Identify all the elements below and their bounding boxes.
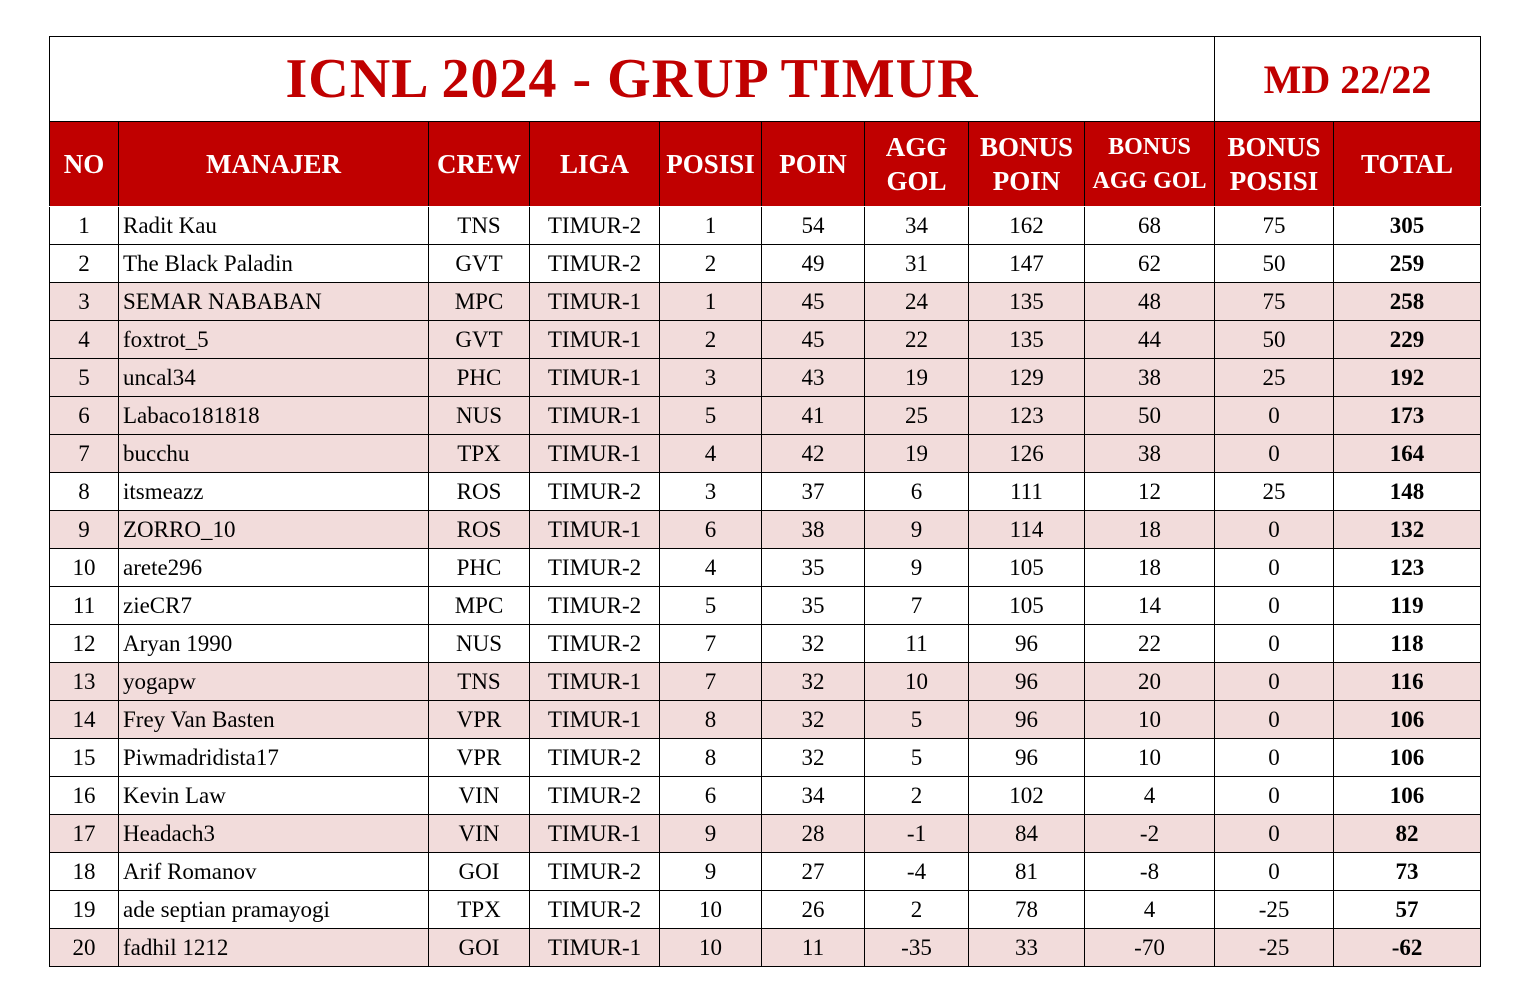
cell-posisi: 9 — [660, 853, 762, 891]
cell-poin: 49 — [762, 245, 865, 283]
cell-agg-gol: 11 — [865, 625, 969, 663]
cell-no: 9 — [50, 511, 119, 549]
cell-bonus-agg-gol: 14 — [1085, 587, 1215, 625]
cell-liga: TIMUR-2 — [530, 549, 660, 587]
table-row — [50, 397, 1481, 435]
cell-bonus-agg-gol: 38 — [1085, 435, 1215, 473]
cell-poin: 34 — [762, 777, 865, 815]
column-header-row — [50, 122, 1481, 207]
table-row — [50, 511, 1481, 549]
cell-manajer: Frey Van Basten — [119, 701, 429, 739]
cell-liga: TIMUR-1 — [530, 435, 660, 473]
cell-bonus-posisi: -25 — [1215, 929, 1334, 967]
cell-agg-gol: 31 — [865, 245, 969, 283]
cell-no: 2 — [50, 245, 119, 283]
table-row — [50, 587, 1481, 625]
cell-bonus-posisi: 50 — [1215, 245, 1334, 283]
table-row — [50, 625, 1481, 663]
cell-bonus-agg-gol: 38 — [1085, 359, 1215, 397]
cell-agg-gol: 24 — [865, 283, 969, 321]
cell-no: 14 — [50, 701, 119, 739]
standings-body — [50, 207, 1481, 967]
cell-no: 1 — [50, 207, 119, 245]
cell-no: 20 — [50, 929, 119, 967]
cell-liga: TIMUR-2 — [530, 207, 660, 245]
cell-posisi: 8 — [660, 739, 762, 777]
table-row — [50, 663, 1481, 701]
cell-liga: TIMUR-1 — [530, 283, 660, 321]
cell-crew: ROS — [429, 511, 530, 549]
matchday-cell — [1215, 37, 1481, 122]
cell-bonus-poin: 84 — [969, 815, 1085, 853]
cell-bonus-agg-gol: -70 — [1085, 929, 1215, 967]
cell-bonus-poin: 102 — [969, 777, 1085, 815]
cell-manajer: Headach3 — [119, 815, 429, 853]
cell-crew: GVT — [429, 321, 530, 359]
standings-table — [49, 36, 1481, 967]
cell-bonus-poin: 33 — [969, 929, 1085, 967]
cell-posisi: 1 — [660, 207, 762, 245]
cell-posisi: 7 — [660, 663, 762, 701]
cell-crew: VIN — [429, 777, 530, 815]
table-row — [50, 473, 1481, 511]
cell-agg-gol: 22 — [865, 321, 969, 359]
cell-no: 19 — [50, 891, 119, 929]
cell-bonus-agg-gol: 18 — [1085, 549, 1215, 587]
cell-agg-gol: -35 — [865, 929, 969, 967]
cell-agg-gol: 19 — [865, 435, 969, 473]
cell-no: 12 — [50, 625, 119, 663]
cell-total: 305 — [1334, 207, 1481, 245]
cell-no: 3 — [50, 283, 119, 321]
cell-poin: 28 — [762, 815, 865, 853]
cell-bonus-poin: 105 — [969, 549, 1085, 587]
cell-manajer: Radit Kau — [119, 207, 429, 245]
cell-poin: 38 — [762, 511, 865, 549]
cell-posisi: 8 — [660, 701, 762, 739]
cell-liga: TIMUR-1 — [530, 701, 660, 739]
cell-posisi: 10 — [660, 929, 762, 967]
cell-manajer: SEMAR NABABAN — [119, 283, 429, 321]
cell-manajer: Kevin Law — [119, 777, 429, 815]
cell-total: 229 — [1334, 321, 1481, 359]
cell-crew: NUS — [429, 625, 530, 663]
cell-total: 57 — [1334, 891, 1481, 929]
cell-bonus-poin: 135 — [969, 321, 1085, 359]
cell-total: 259 — [1334, 245, 1481, 283]
cell-bonus-poin: 96 — [969, 739, 1085, 777]
cell-total: 82 — [1334, 815, 1481, 853]
cell-crew: VIN — [429, 815, 530, 853]
cell-bonus-posisi: 0 — [1215, 815, 1334, 853]
cell-poin: 45 — [762, 283, 865, 321]
cell-crew: PHC — [429, 359, 530, 397]
cell-posisi: 4 — [660, 435, 762, 473]
cell-bonus-agg-gol: 10 — [1085, 739, 1215, 777]
title-row — [50, 37, 1481, 122]
column-header-no: NO — [50, 122, 119, 207]
cell-agg-gol: 10 — [865, 663, 969, 701]
cell-posisi: 2 — [660, 245, 762, 283]
cell-total: 106 — [1334, 777, 1481, 815]
cell-total: 132 — [1334, 511, 1481, 549]
cell-poin: 27 — [762, 853, 865, 891]
cell-poin: 32 — [762, 625, 865, 663]
cell-liga: TIMUR-2 — [530, 245, 660, 283]
column-header-liga: LIGA — [530, 122, 660, 207]
cell-liga: TIMUR-1 — [530, 663, 660, 701]
column-header-crew: CREW — [429, 122, 530, 207]
cell-manajer: bucchu — [119, 435, 429, 473]
column-header-bonus-poin: BONUS POIN — [969, 122, 1085, 207]
standings-table-container — [49, 36, 1480, 967]
cell-poin: 35 — [762, 587, 865, 625]
cell-posisi: 1 — [660, 283, 762, 321]
cell-bonus-posisi: 75 — [1215, 283, 1334, 321]
cell-total: 106 — [1334, 701, 1481, 739]
cell-bonus-poin: 126 — [969, 435, 1085, 473]
cell-poin: 42 — [762, 435, 865, 473]
cell-agg-gol: 9 — [865, 511, 969, 549]
cell-liga: TIMUR-1 — [530, 359, 660, 397]
cell-bonus-agg-gol: 18 — [1085, 511, 1215, 549]
cell-no: 17 — [50, 815, 119, 853]
cell-no: 11 — [50, 587, 119, 625]
cell-bonus-agg-gol: 4 — [1085, 891, 1215, 929]
table-row — [50, 435, 1481, 473]
cell-manajer: itsmeazz — [119, 473, 429, 511]
cell-bonus-posisi: 50 — [1215, 321, 1334, 359]
cell-total: 148 — [1334, 473, 1481, 511]
cell-no: 18 — [50, 853, 119, 891]
cell-manajer: zieCR7 — [119, 587, 429, 625]
cell-bonus-posisi: 0 — [1215, 777, 1334, 815]
cell-total: 192 — [1334, 359, 1481, 397]
table-row — [50, 245, 1481, 283]
cell-agg-gol: 2 — [865, 777, 969, 815]
column-header-agg-gol: AGG GOL — [865, 122, 969, 207]
cell-total: 118 — [1334, 625, 1481, 663]
cell-crew: MPC — [429, 587, 530, 625]
cell-total: 173 — [1334, 397, 1481, 435]
cell-agg-gol: 5 — [865, 739, 969, 777]
cell-bonus-poin: 96 — [969, 663, 1085, 701]
cell-manajer: arete296 — [119, 549, 429, 587]
cell-liga: TIMUR-2 — [530, 853, 660, 891]
cell-bonus-posisi: 0 — [1215, 701, 1334, 739]
cell-bonus-posisi: 0 — [1215, 625, 1334, 663]
cell-poin: 11 — [762, 929, 865, 967]
cell-bonus-agg-gol: 50 — [1085, 397, 1215, 435]
table-row — [50, 815, 1481, 853]
cell-agg-gol: -1 — [865, 815, 969, 853]
cell-bonus-agg-gol: 12 — [1085, 473, 1215, 511]
cell-liga: TIMUR-2 — [530, 625, 660, 663]
cell-bonus-poin: 135 — [969, 283, 1085, 321]
column-header-manajer: MANAJER — [119, 122, 429, 207]
cell-no: 6 — [50, 397, 119, 435]
cell-manajer: Aryan 1990 — [119, 625, 429, 663]
table-row — [50, 777, 1481, 815]
cell-liga: TIMUR-1 — [530, 397, 660, 435]
cell-total: 119 — [1334, 587, 1481, 625]
cell-manajer: Labaco181818 — [119, 397, 429, 435]
cell-agg-gol: 5 — [865, 701, 969, 739]
table-row — [50, 359, 1481, 397]
cell-liga: TIMUR-2 — [530, 777, 660, 815]
cell-agg-gol: 9 — [865, 549, 969, 587]
cell-total: 123 — [1334, 549, 1481, 587]
cell-total: 164 — [1334, 435, 1481, 473]
cell-no: 13 — [50, 663, 119, 701]
cell-bonus-poin: 96 — [969, 701, 1085, 739]
cell-no: 8 — [50, 473, 119, 511]
cell-agg-gol: 7 — [865, 587, 969, 625]
cell-bonus-agg-gol: 20 — [1085, 663, 1215, 701]
table-row — [50, 891, 1481, 929]
cell-poin: 41 — [762, 397, 865, 435]
cell-bonus-posisi: 0 — [1215, 511, 1334, 549]
table-row — [50, 853, 1481, 891]
cell-bonus-posisi: 0 — [1215, 587, 1334, 625]
column-header-posisi: POSISI — [660, 122, 762, 207]
cell-crew: GOI — [429, 853, 530, 891]
column-header-poin: POIN — [762, 122, 865, 207]
cell-crew: TNS — [429, 663, 530, 701]
cell-posisi: 3 — [660, 359, 762, 397]
cell-bonus-agg-gol: 48 — [1085, 283, 1215, 321]
cell-crew: TPX — [429, 435, 530, 473]
cell-liga: TIMUR-1 — [530, 511, 660, 549]
cell-posisi: 2 — [660, 321, 762, 359]
cell-crew: PHC — [429, 549, 530, 587]
cell-bonus-posisi: 0 — [1215, 663, 1334, 701]
cell-no: 15 — [50, 739, 119, 777]
cell-bonus-agg-gol: 4 — [1085, 777, 1215, 815]
cell-liga: TIMUR-2 — [530, 587, 660, 625]
cell-crew: GVT — [429, 245, 530, 283]
cell-bonus-posisi: -25 — [1215, 891, 1334, 929]
table-row — [50, 207, 1481, 245]
cell-liga: TIMUR-1 — [530, 321, 660, 359]
cell-posisi: 9 — [660, 815, 762, 853]
cell-liga: TIMUR-1 — [530, 929, 660, 967]
cell-posisi: 7 — [660, 625, 762, 663]
cell-bonus-posisi: 75 — [1215, 207, 1334, 245]
cell-bonus-poin: 78 — [969, 891, 1085, 929]
cell-bonus-poin: 105 — [969, 587, 1085, 625]
cell-no: 7 — [50, 435, 119, 473]
cell-liga: TIMUR-2 — [530, 739, 660, 777]
cell-bonus-posisi: 0 — [1215, 739, 1334, 777]
table-row — [50, 321, 1481, 359]
cell-agg-gol: 19 — [865, 359, 969, 397]
cell-manajer: Piwmadridista17 — [119, 739, 429, 777]
cell-bonus-posisi: 25 — [1215, 359, 1334, 397]
cell-liga: TIMUR-2 — [530, 473, 660, 511]
table-row — [50, 549, 1481, 587]
cell-crew: TPX — [429, 891, 530, 929]
cell-bonus-posisi: 25 — [1215, 473, 1334, 511]
cell-agg-gol: 34 — [865, 207, 969, 245]
cell-posisi: 10 — [660, 891, 762, 929]
cell-agg-gol: 2 — [865, 891, 969, 929]
table-row — [50, 739, 1481, 777]
cell-poin: 45 — [762, 321, 865, 359]
cell-total: -62 — [1334, 929, 1481, 967]
cell-poin: 32 — [762, 663, 865, 701]
cell-total: 116 — [1334, 663, 1481, 701]
cell-bonus-poin: 147 — [969, 245, 1085, 283]
cell-crew: VPR — [429, 701, 530, 739]
cell-no: 5 — [50, 359, 119, 397]
cell-posisi: 5 — [660, 587, 762, 625]
cell-bonus-posisi: 0 — [1215, 397, 1334, 435]
page-title: ICNL 2024 - GRUP TIMUR — [285, 48, 979, 110]
cell-crew: GOI — [429, 929, 530, 967]
column-header-bonus-agg-gol: BONUS AGG GOL — [1085, 122, 1215, 207]
cell-manajer: Arif Romanov — [119, 853, 429, 891]
cell-posisi: 4 — [660, 549, 762, 587]
cell-manajer: foxtrot_5 — [119, 321, 429, 359]
cell-manajer: fadhil 1212 — [119, 929, 429, 967]
cell-bonus-agg-gol: -2 — [1085, 815, 1215, 853]
cell-bonus-agg-gol: 44 — [1085, 321, 1215, 359]
cell-total: 73 — [1334, 853, 1481, 891]
cell-bonus-poin: 129 — [969, 359, 1085, 397]
cell-no: 4 — [50, 321, 119, 359]
column-header-total: TOTAL — [1334, 122, 1481, 207]
cell-bonus-posisi: 0 — [1215, 435, 1334, 473]
cell-bonus-agg-gol: 62 — [1085, 245, 1215, 283]
cell-agg-gol: 6 — [865, 473, 969, 511]
cell-manajer: ade septian pramayogi — [119, 891, 429, 929]
cell-manajer: uncal34 — [119, 359, 429, 397]
cell-no: 16 — [50, 777, 119, 815]
cell-liga: TIMUR-1 — [530, 815, 660, 853]
cell-posisi: 5 — [660, 397, 762, 435]
cell-manajer: yogapw — [119, 663, 429, 701]
cell-agg-gol: -4 — [865, 853, 969, 891]
title-cell — [50, 37, 1215, 122]
cell-manajer: The Black Paladin — [119, 245, 429, 283]
cell-crew: ROS — [429, 473, 530, 511]
cell-bonus-poin: 111 — [969, 473, 1085, 511]
cell-poin: 43 — [762, 359, 865, 397]
cell-posisi: 3 — [660, 473, 762, 511]
cell-poin: 26 — [762, 891, 865, 929]
cell-crew: MPC — [429, 283, 530, 321]
cell-poin: 37 — [762, 473, 865, 511]
cell-poin: 35 — [762, 549, 865, 587]
cell-bonus-agg-gol: 22 — [1085, 625, 1215, 663]
cell-poin: 32 — [762, 739, 865, 777]
cell-bonus-poin: 123 — [969, 397, 1085, 435]
cell-manajer: ZORRO_10 — [119, 511, 429, 549]
table-row — [50, 929, 1481, 967]
cell-posisi: 6 — [660, 777, 762, 815]
cell-poin: 54 — [762, 207, 865, 245]
cell-bonus-poin: 114 — [969, 511, 1085, 549]
column-header-bonus-posisi: BONUS POSISI — [1215, 122, 1334, 207]
cell-bonus-poin: 81 — [969, 853, 1085, 891]
cell-bonus-poin: 162 — [969, 207, 1085, 245]
cell-crew: NUS — [429, 397, 530, 435]
cell-bonus-posisi: 0 — [1215, 853, 1334, 891]
cell-poin: 32 — [762, 701, 865, 739]
table-row — [50, 283, 1481, 321]
cell-bonus-agg-gol: -8 — [1085, 853, 1215, 891]
cell-total: 258 — [1334, 283, 1481, 321]
cell-total: 106 — [1334, 739, 1481, 777]
cell-bonus-posisi: 0 — [1215, 549, 1334, 587]
cell-bonus-poin: 96 — [969, 625, 1085, 663]
cell-bonus-agg-gol: 68 — [1085, 207, 1215, 245]
cell-bonus-agg-gol: 10 — [1085, 701, 1215, 739]
cell-agg-gol: 25 — [865, 397, 969, 435]
cell-posisi: 6 — [660, 511, 762, 549]
cell-crew: TNS — [429, 207, 530, 245]
matchday-label: MD 22/22 — [1263, 56, 1432, 102]
table-row — [50, 701, 1481, 739]
cell-crew: VPR — [429, 739, 530, 777]
cell-no: 10 — [50, 549, 119, 587]
cell-liga: TIMUR-2 — [530, 891, 660, 929]
